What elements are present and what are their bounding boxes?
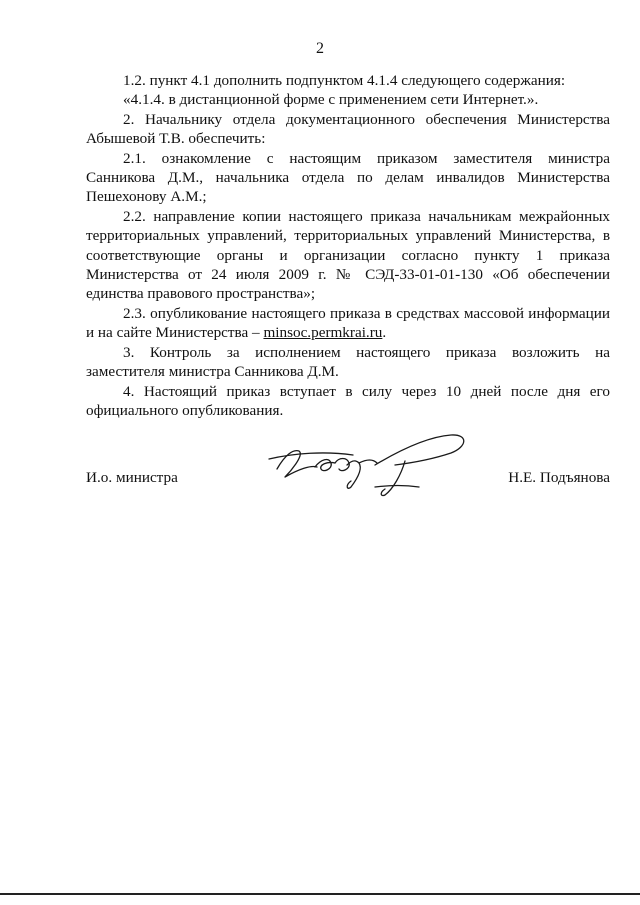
bottom-border-line	[0, 893, 640, 895]
signature-row	[86, 469, 610, 499]
paragraph-4: 4. Настоящий приказ вступает в силу через 10 дней после дня его официального опубликования.	[86, 382, 610, 419]
signatory-position: И.о. министра	[86, 469, 178, 486]
paragraph-2-3-text: 2.3. опубликование настоящего приказа в средствах массовой информации и на сайте Министерства –	[86, 304, 610, 342]
paragraph-2-3-end: .	[382, 324, 387, 342]
paragraph-4-1-4: «4.1.4. в дистанционной форме с применением сети Интернет.».	[123, 91, 539, 109]
page-number: 2	[316, 40, 324, 57]
paragraph-2-1: 2.1. ознакомление с настоящим приказом заместителя министра Санникова Д.М., начальника отдела по делам инвалидов Министерства Пешехонову А.М.;	[86, 149, 610, 206]
document-body	[86, 71, 610, 420]
paragraph-3: 3. Контроль за исполнением настоящего приказа возложить на заместителя министра Санникова Д.М.	[86, 343, 610, 381]
paragraph-2-2: 2.2. направление копии настоящего приказа начальникам межрайонных территориальных управлений, территориальных управлений Министерства, в соответствующие органы и организации согласно пункту 1 приказа Министерства от 24 июля 2009 г. № СЭД-33-01-01-130 «Об обеспечении единства правового пространства»;	[86, 207, 610, 303]
signatory-name: Н.Е. Подъянова	[508, 469, 610, 486]
paragraph-1-2: 1.2. пункт 4.1 дополнить подпунктом 4.1.4 следующего содержания:	[123, 72, 566, 89]
paragraph-2-3	[86, 304, 610, 343]
ministry-website-link[interactable]: minsoc.permkrai.ru	[263, 324, 383, 342]
paragraph-2: 2. Начальнику отдела документационного обеспечения Министерства Абышевой Т.В. обеспечить:	[86, 110, 610, 148]
